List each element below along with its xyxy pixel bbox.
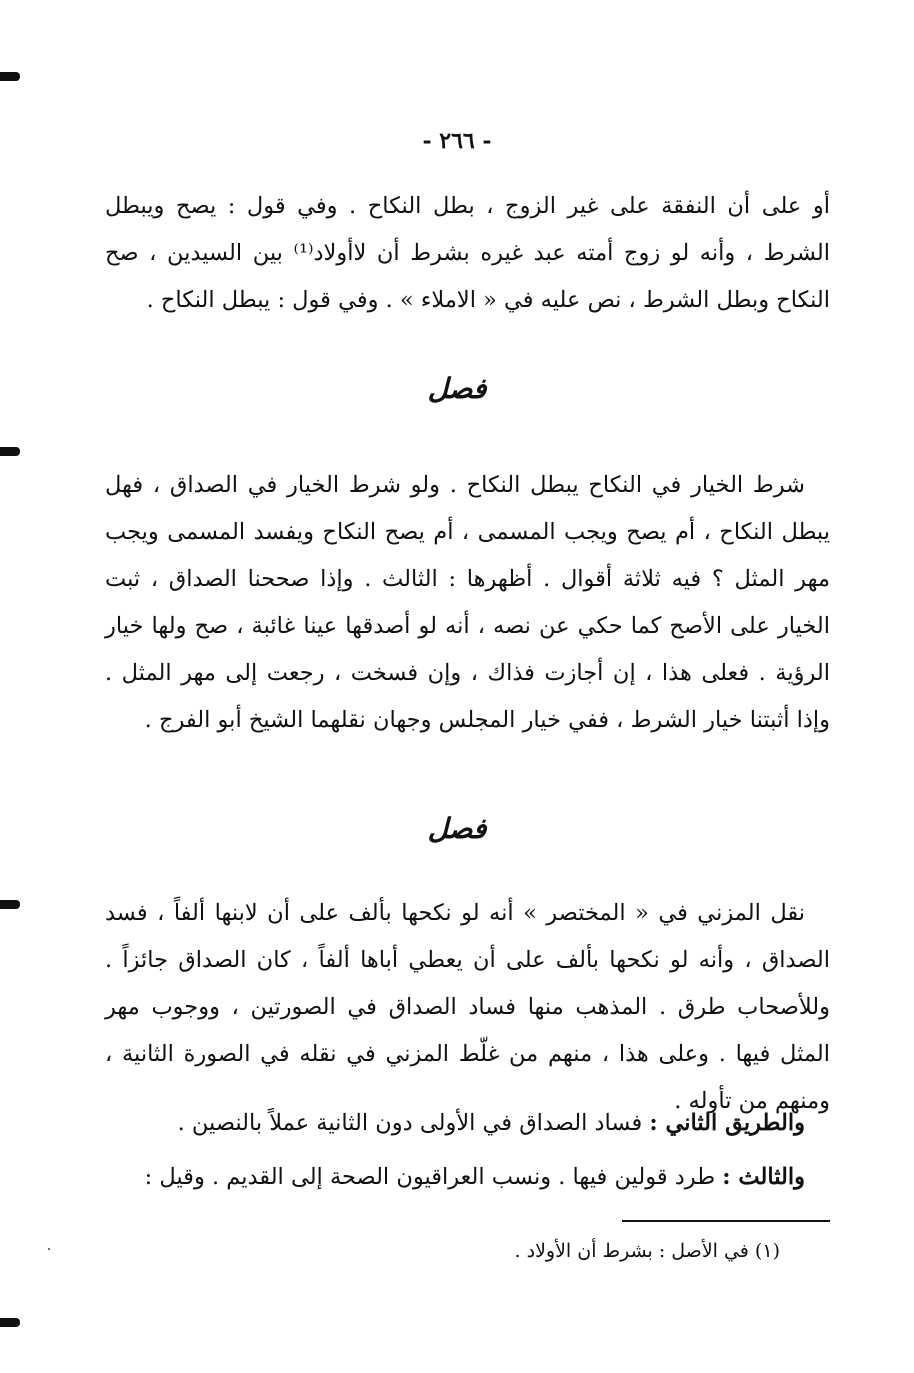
scan-edge-mark	[0, 1318, 20, 1327]
scan-speck	[48, 1248, 50, 1250]
section-heading-1: فصل	[427, 372, 487, 405]
footnote: (١) في الأصل : بشرط أن الأولاد .	[514, 1240, 780, 1262]
third-method-text: طرد قولين فيها . ونسب العراقيون الصحة إلى القديم . وقيل :	[144, 1164, 716, 1190]
intro-paragraph: أو على أن النفقة على غير الزوج ، بطل النكاح . وفي قول : يصح ويبطل الشرط ، وأنه لو زوج أمته عبد غيره بشرط أن لاأولاد⁽¹⁾ بين السيدين ، صح النكاح وبطل الشرط ، نص عليه في « الاملاء » . وفي قول : يبطل النكاح .	[105, 193, 830, 313]
page-number: - ٢٦٦ -	[422, 128, 492, 154]
second-method-paragraph	[105, 1100, 830, 1147]
scan-edge-mark	[0, 72, 20, 81]
section-heading-2: فصل	[427, 812, 487, 845]
second-method-text: فساد الصداق في الأولى دون الثانية عملاً بالنصين .	[177, 1110, 643, 1136]
third-method-term: والثالث :	[722, 1164, 805, 1190]
scan-edge-mark	[0, 447, 20, 456]
section1-paragraph: شرط الخيار في النكاح يبطل النكاح . ولو شرط الخيار في الصداق ، فهل يبطل النكاح ، أم يصح ويجب المسمى ، أم يصح النكاح ويفسد المسمى ويجب مهر المثل ؟ فيه ثلاثة أقوال . أظهرها : الثالث . وإذا صححنا الصداق ، ثبت الخيار على الأصح كما حكي عن نصه ، أنه لو أصدقها عينا غائبة ، صح ولها خيار الرؤية . فعلى هذا ، إن أجازت فذاك ، وإن فسخت ، رجعت إلى مهر المثل . وإذا أثبتنا خيار الشرط ، ففي خيار المجلس وجهان نقلهما الشيخ أبو الفرج .	[105, 472, 830, 733]
second-method-term: والطريق الثاني :	[649, 1110, 805, 1136]
section2-paragraph: نقل المزني في « المختصر » أنه لو نكحها بألف على أن لابنها ألفاً ، فسد الصداق ، وأنه لو نكحها بألف على أن يعطي أباها ألفاً ، كان الصداق جائزاً . وللأصحاب طرق . المذهب منها فساد الصداق في الصورتين ، ووجوب مهر المثل فيها . وعلى هذا ، منهم من غلّط المزني في نقله في الصورة الثانية ، ومنهم من تأوله .	[105, 900, 830, 1114]
third-method-paragraph	[105, 1154, 830, 1201]
footnote-separator	[622, 1220, 830, 1222]
scan-edge-mark	[0, 900, 20, 909]
